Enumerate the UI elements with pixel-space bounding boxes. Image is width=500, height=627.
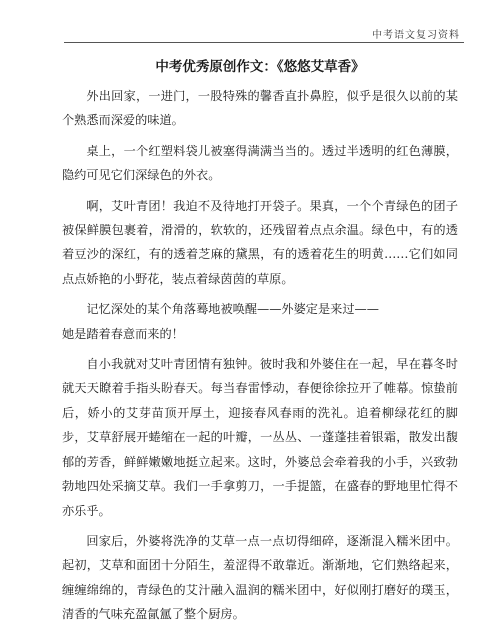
article-title: 中考优秀原创作文：《悠悠艾草香》: [155, 59, 365, 75]
paragraph-6: 自小我就对艾叶青团情有独钟。彼时我和外婆住在一起，早在暮冬时就天天瞭着手指头盼春天。每当春雷悸动，春便徐徐拉开了帷幕。惊蛰前后，娇小的艾芽苗顶开厚土，迎接春风春雨的洗礼。追着柳绿花红的脚步，艾草舒展开蜷缩在一起的叶瓣，一丛丛、一蓬蓬挂着银霜，散发出馥郁的芳香，鲜鲜嫩嫩地挺立起来。这时，外婆总会牵着我的小手，兴致勃勃地四处采摘艾草。我们一手拿剪刀，一手提篮，在盛春的野地里忙得不亦乐乎。: [62, 357, 458, 518]
paragraph-3: 啊，艾叶青团！我迫不及待地打开袋子。果真，一个个青绿色的团子被保鲜膜包裹着，滑滑的，软软的，还残留着点点余温。绿色中，有的透着豆沙的深红，有的透着芝麻的黛黑，有的透着花生的明黄……它们如同点点娇艳的小野花，装点着绿茵茵的草原。: [62, 198, 458, 286]
paragraph-4: 记忆深处的某个角落蓦地被唤醒——外婆定是来过——: [86, 302, 379, 317]
paragraph-2: 桌上，一个红塑料袋儿被塞得满满当当的。透过半透明的红色薄膜，隐约可见它们深绿色的外衣。: [62, 143, 458, 183]
paragraph-5: 她是踏着春意而来的！: [62, 326, 184, 341]
header-label: 中考语文复习资料: [372, 30, 460, 41]
header-divider: [64, 42, 464, 43]
page-header: [0, 0, 500, 46]
document-body: [62, 56, 458, 627]
paragraph-1: 外出回家，一进门，一股特殊的馨香直扑鼻腔，似乎是很久以前的某个熟悉而深爱的味道。: [62, 89, 458, 128]
paragraph-7: 回家后，外婆将洗净的艾草一点一点切得细碎，逐渐混入糯米团中。起初，艾草和面团十分陌生，羞涩得不敢靠近。渐渐地，它们熟络起来，缠缠绵绵的，青绿色的艾汁融入温润的糯米团中，好似刚打磨好的璞玉，清香的气味充盈氤氲了整个厨房。: [62, 533, 458, 622]
